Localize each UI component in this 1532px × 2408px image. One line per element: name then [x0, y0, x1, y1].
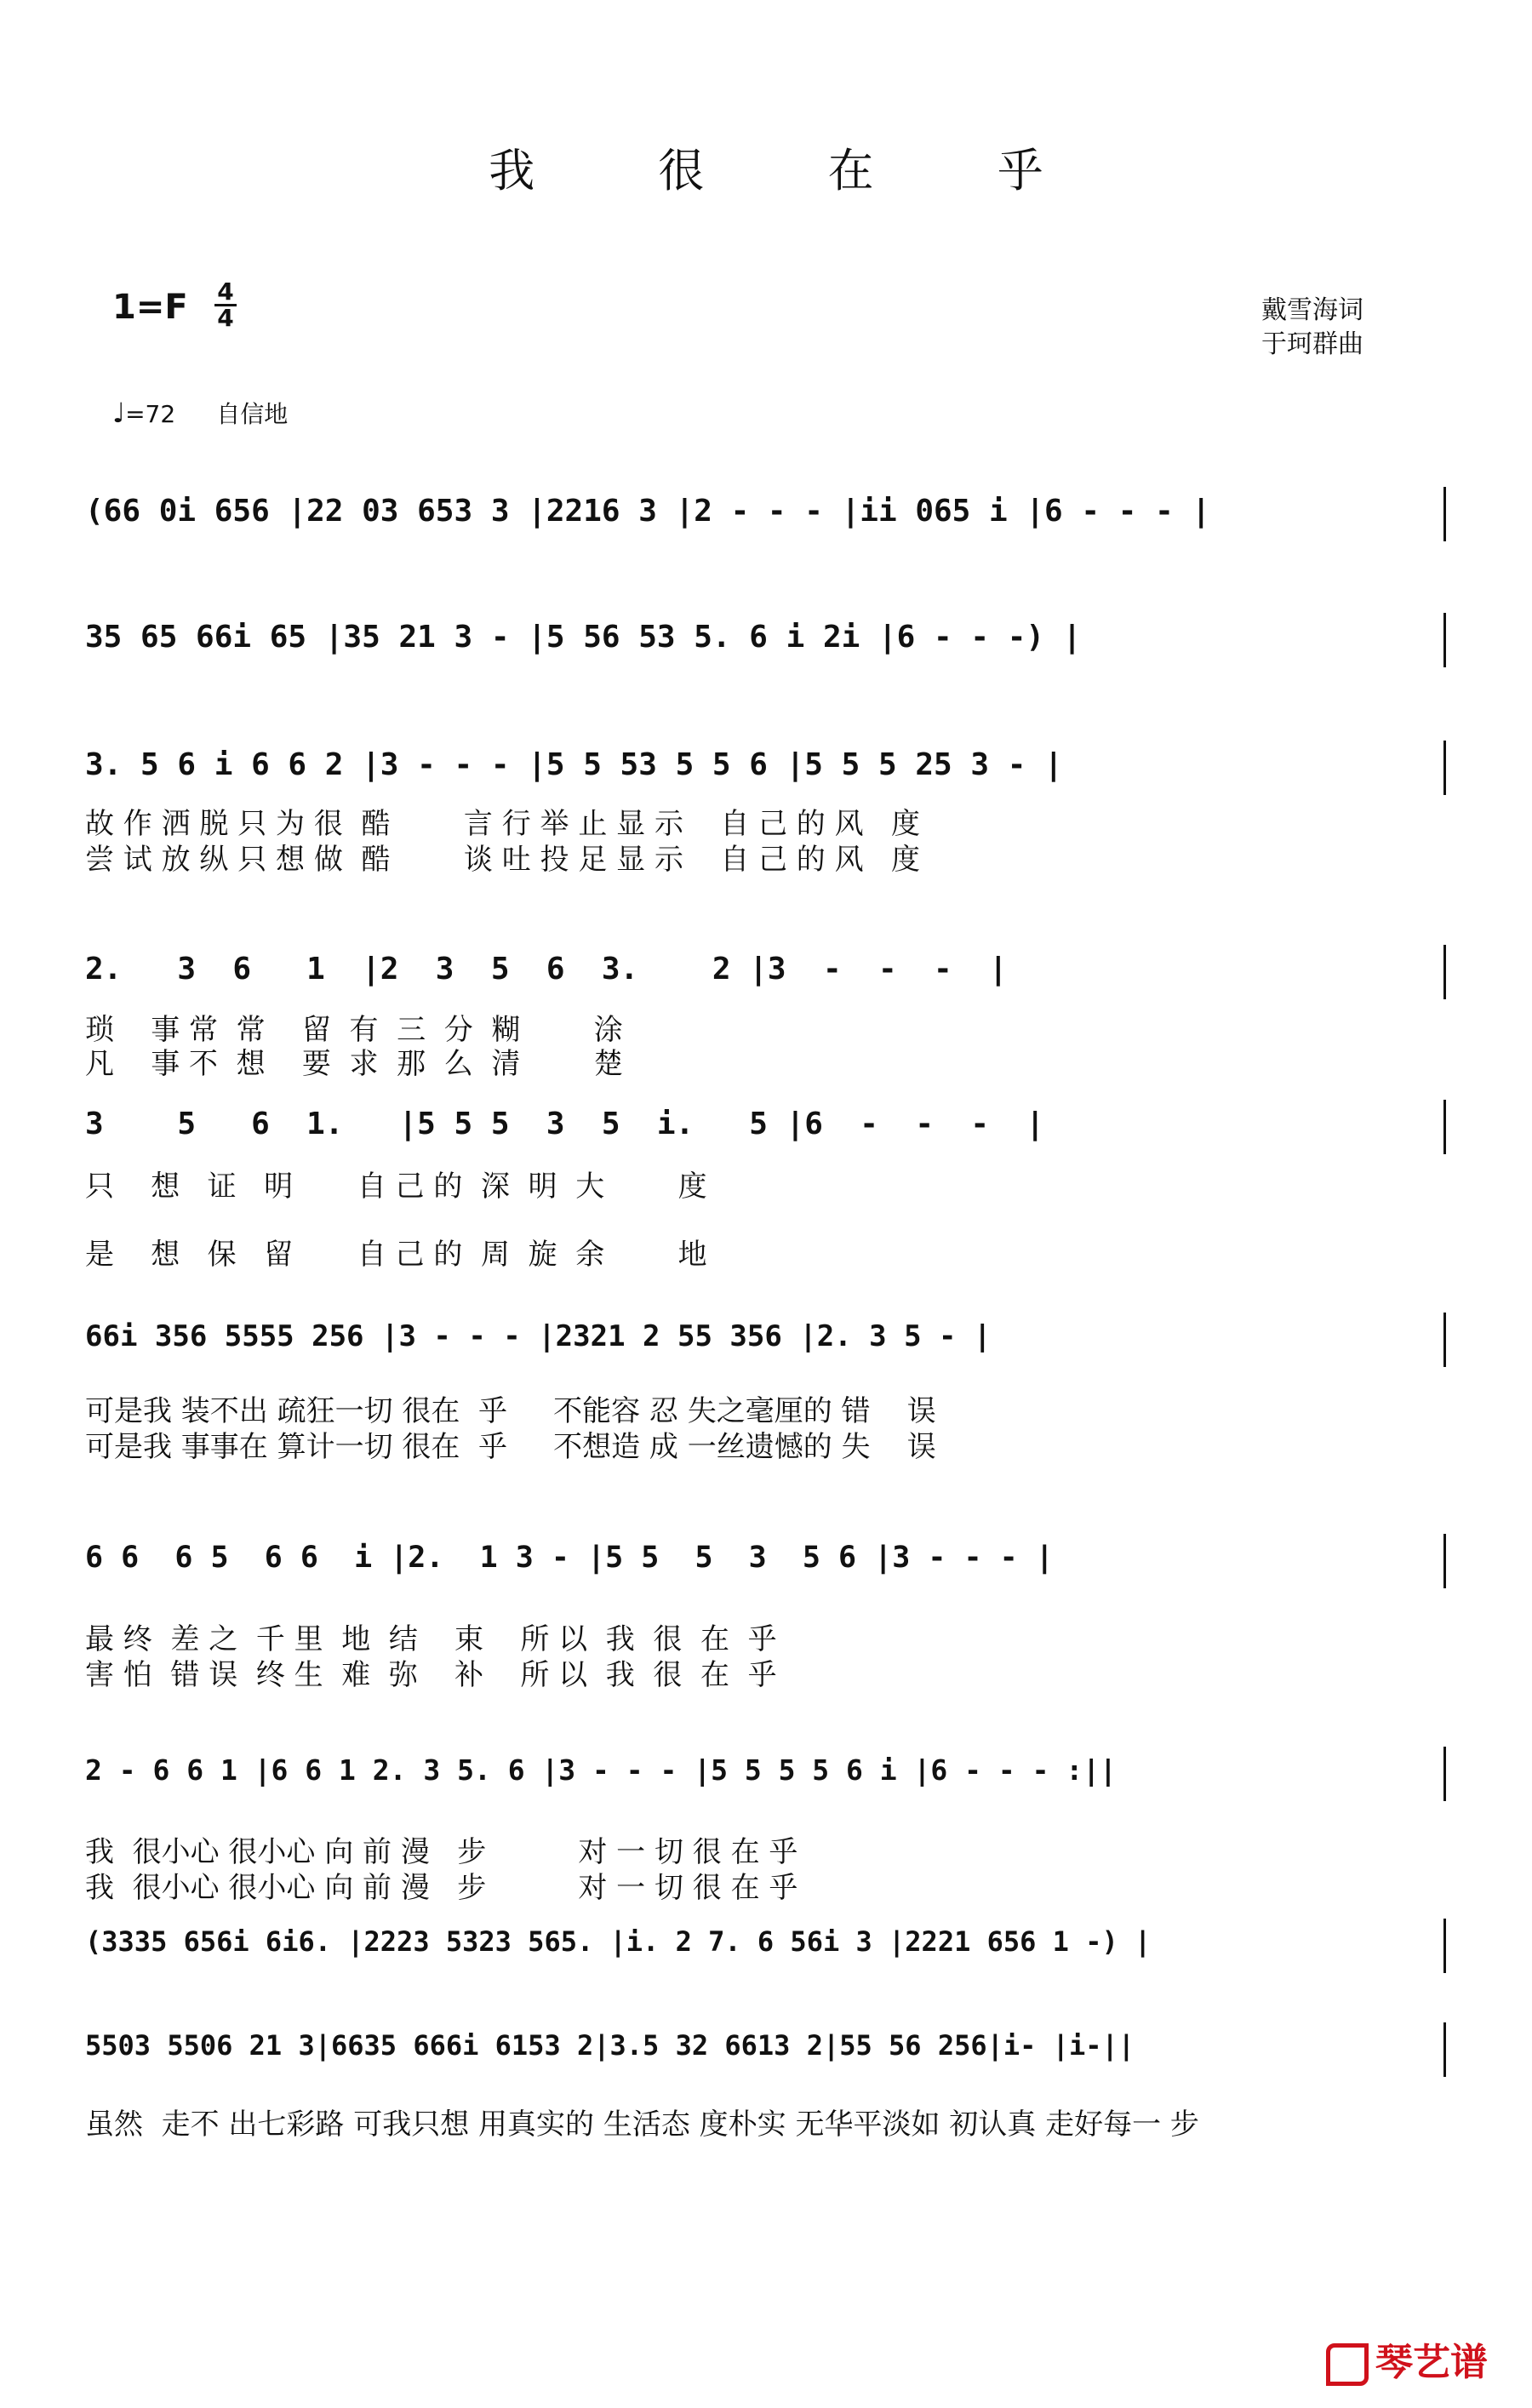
barline	[1443, 487, 1446, 541]
lyric-line: 是 想 保 留 自 己 的 周 旋 余 地	[85, 1238, 707, 1272]
credits	[1261, 294, 1363, 362]
notation-line: 2 - 6 6 1 |6 6 1 2. 3 5. 6 |3 - - - |5 5 5 5 6 i |6 - - - :||	[85, 1753, 1117, 1787]
quarter-note-icon: ♩	[112, 397, 126, 429]
lyric-line: 我 很小心 很小心 向 前 漫 步 对 一 切 很 在 乎	[85, 1871, 798, 1905]
time-signature-top: 4	[217, 277, 234, 306]
notation-line: (3335 656i 6i6. |2223 5323 565. |i. 2 7. 6 56i 3 |2221 656 1 -) |	[85, 1925, 1152, 1958]
barline	[1443, 1919, 1446, 1973]
barline	[1443, 1313, 1446, 1367]
composer: 于珂群曲	[1261, 329, 1363, 359]
lyric-line: 最 终 差 之 千 里 地 结 束 所 以 我 很 在 乎	[85, 1622, 777, 1656]
logo-icon	[1326, 2343, 1369, 2386]
notation-line: (66 0i 656 |22 03 653 3 |2216 3 |2 - - - |ii 065 i |6 - - - |	[85, 494, 1211, 529]
lyric-line: 琐 事 常 常 留 有 三 分 糊 涂	[85, 1013, 623, 1047]
notation-line: 6 6 6 5 6 6 i |2. 1 3 - |5 5 5 3 5 6 |3 - - - |	[85, 1541, 1054, 1575]
barline	[1443, 2022, 1446, 2077]
lyric-line: 可是我 装不出 疏狂一切 很在 乎 不能容 忍 失之毫厘的 错 误	[85, 1394, 936, 1428]
notation-line: 66i 356 5555 256 |3 - - - |2321 2 55 356 |2. 3 5 - |	[85, 1319, 992, 1353]
time-signature	[214, 277, 237, 332]
lyricist: 戴雪海词	[1261, 295, 1363, 325]
logo-text: 琴艺谱	[1375, 2341, 1488, 2384]
notation-line: 3. 5 6 i 6 6 2 |3 - - - |5 5 53 5 5 6 |5 5 5 25 3 - |	[85, 747, 1063, 782]
barline	[1443, 613, 1446, 667]
barline	[1443, 945, 1446, 999]
expression-mark: 自信地	[216, 400, 289, 428]
barline	[1443, 1534, 1446, 1588]
tempo-marking	[112, 396, 288, 430]
notation-line: 5503 5506 21 3|6635 666i 6153 2|3.5 32 6613 2|55 56 256|i- |i-||	[85, 2029, 1135, 2062]
notation-line: 3 5 6 1. |5 5 5 3 5 i. 5 |6 - - - |	[85, 1107, 1045, 1141]
lyric-line: 可是我 事事在 算计一切 很在 乎 不想造 成 一丝遗憾的 失 误	[85, 1430, 936, 1464]
barline	[1443, 1100, 1446, 1154]
lyric-line: 凡 事 不 想 要 求 那 么 清 楚	[85, 1047, 623, 1081]
notation-line: 2. 3 6 1 |2 3 5 6 3. 2 |3 - - - |	[85, 952, 1008, 987]
time-signature-bottom: 4	[217, 304, 234, 332]
tempo-value: =72	[125, 400, 176, 428]
key-signature: 1=F	[112, 288, 188, 327]
lyric-line: 只 想 证 明 自 己 的 深 明 大 度	[85, 1170, 707, 1204]
notation-line: 35 65 66i 65 |35 21 3 - |5 56 53 5. 6 i 2i |6 - - -) |	[85, 620, 1082, 655]
barline	[1443, 741, 1446, 795]
lyric-line: 我 很小心 很小心 向 前 漫 步 对 一 切 很 在 乎	[85, 1835, 798, 1869]
lyric-line: 尝 试 放 纵 只 想 做 酷 谈 吐 投 足 显 示 自 己 的 风 度	[85, 843, 921, 877]
song-title: 我 很 在 乎	[489, 144, 1098, 197]
lyric-line: 害 怕 错 误 终 生 难 弥 补 所 以 我 很 在 乎	[85, 1658, 777, 1692]
lyric-line: 虽然 走不 出七彩路 可我只想 用真实的 生活态 度朴实 无华平淡如 初认真 走好每一 步	[85, 2108, 1199, 2142]
barline	[1443, 1747, 1446, 1801]
lyric-line: 故 作 洒 脱 只 为 很 酷 言 行 举 止 显 示 自 己 的 风 度	[85, 807, 921, 841]
logo	[1326, 2331, 1488, 2386]
